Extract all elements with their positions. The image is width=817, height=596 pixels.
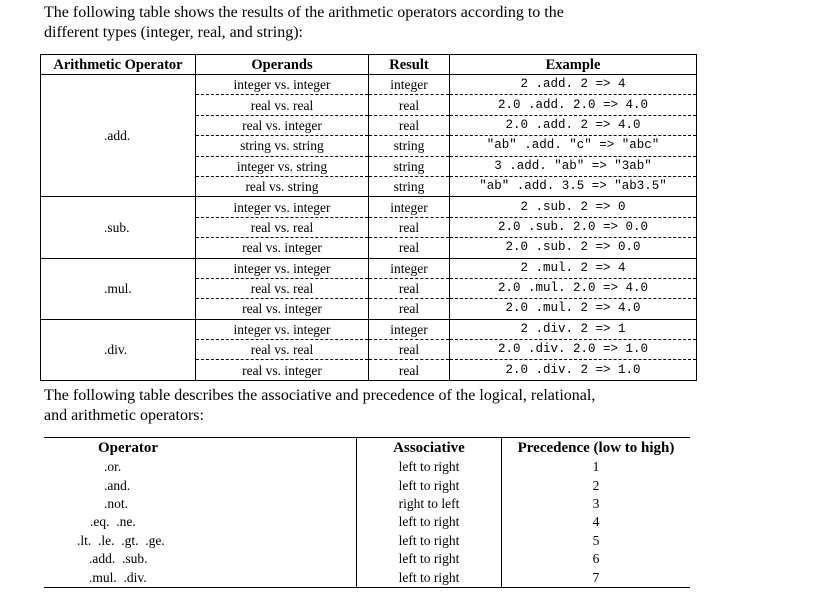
table-row <box>41 197 697 217</box>
result-cell: real <box>369 340 450 360</box>
operands-cell: integer vs. integer <box>196 75 369 95</box>
precedence-table <box>44 437 690 588</box>
table-row <box>41 258 697 278</box>
example-cell: "ab" .add. "c" => "abc" <box>450 136 697 156</box>
associative-cell: right to left <box>357 495 502 513</box>
operator-cell: .mul. .div. <box>44 568 357 587</box>
operator-cell: .lt. .le. .gt. .ge. <box>77 532 165 548</box>
intro-line-1: The following table shows the results of the arithmetic operators according to the <box>44 4 564 21</box>
result-cell: real <box>369 299 450 319</box>
table-row <box>44 513 690 531</box>
precedence-cell: 7 <box>502 568 691 587</box>
example-cell: 2.0 .mul. 2.0 => 4.0 <box>450 278 697 298</box>
example-cell: 2 .div. 2 => 1 <box>450 319 697 339</box>
table-row <box>44 458 690 476</box>
operands-cell: integer vs. integer <box>196 319 369 339</box>
table-row <box>41 75 697 95</box>
operands-cell: real vs. integer <box>196 238 369 258</box>
result-cell: real <box>369 95 450 115</box>
result-cell: real <box>369 217 450 237</box>
operator-cell: .or. <box>104 459 122 475</box>
table-row <box>44 550 690 568</box>
table-header-row <box>41 55 697 75</box>
result-cell: string <box>369 176 450 196</box>
header-result: Result <box>369 55 450 75</box>
result-cell: integer <box>369 258 450 278</box>
table-row <box>44 476 690 494</box>
operator-cell: .mul. <box>41 258 196 319</box>
operands-cell: integer vs. integer <box>196 258 369 278</box>
table-header-row <box>44 438 690 459</box>
example-cell: 2.0 .div. 2 => 1.0 <box>450 360 697 380</box>
example-cell: 2.0 .add. 2 => 4.0 <box>450 115 697 135</box>
example-cell: 2 .sub. 2 => 0 <box>450 197 697 217</box>
operands-cell: real vs. integer <box>196 360 369 380</box>
header-arithmetic-operator: Arithmetic Operator <box>41 55 196 75</box>
precedence-cell: 3 <box>502 495 691 513</box>
precedence-cell: 5 <box>502 532 691 550</box>
operands-cell: real vs. real <box>196 217 369 237</box>
operands-cell: real vs. real <box>196 95 369 115</box>
table-row <box>41 319 697 339</box>
precedence-cell: 6 <box>502 550 691 568</box>
example-cell: "ab" .add. 3.5 => "ab3.5" <box>450 176 697 196</box>
example-cell: 2.0 .div. 2.0 => 1.0 <box>450 340 697 360</box>
operands-cell: string vs. string <box>196 136 369 156</box>
example-cell: 2.0 .sub. 2.0 => 0.0 <box>450 217 697 237</box>
intro-line-2: different types (integer, real, and string): <box>44 24 303 41</box>
operator-cell: .sub. <box>41 197 196 258</box>
operands-cell: real vs. string <box>196 176 369 196</box>
associative-cell: left to right <box>357 550 502 568</box>
result-cell: real <box>369 360 450 380</box>
intro-paragraph-1 <box>44 3 564 43</box>
table-row <box>44 532 690 550</box>
operator-cell: .div. <box>41 319 196 380</box>
associative-cell: left to right <box>357 476 502 494</box>
result-cell: string <box>369 156 450 176</box>
associative-cell: left to right <box>357 568 502 587</box>
precedence-cell: 1 <box>502 458 691 476</box>
operands-cell: real vs. real <box>196 340 369 360</box>
operator-cell: .not. <box>104 495 129 511</box>
table-row <box>44 568 690 587</box>
precedence-cell: 4 <box>502 513 691 531</box>
intro2-line-1: The following table describes the associative and precedence of the logical, relational, <box>44 387 596 404</box>
associative-cell: left to right <box>357 458 502 476</box>
precedence-cell: 2 <box>502 476 691 494</box>
example-cell: 2.0 .sub. 2 => 0.0 <box>450 238 697 258</box>
operator-cell: .and. <box>104 477 131 493</box>
operator-cell: .eq. .ne. <box>90 514 136 530</box>
arithmetic-table-body <box>41 75 697 381</box>
header-example: Example <box>450 55 697 75</box>
example-cell: 3 .add. "ab" => "3ab" <box>450 156 697 176</box>
operator-cell: .add. <box>41 75 196 197</box>
associative-cell: left to right <box>357 532 502 550</box>
operator-cell: .add. .sub. <box>89 551 148 567</box>
table-row <box>44 495 690 513</box>
operands-cell: real vs. real <box>196 278 369 298</box>
example-cell: 2.0 .mul. 2 => 4.0 <box>450 299 697 319</box>
operands-cell: real vs. integer <box>196 299 369 319</box>
result-cell: integer <box>369 75 450 95</box>
precedence-table-body <box>44 458 690 587</box>
operands-cell: real vs. integer <box>196 115 369 135</box>
header-associative: Associative <box>357 438 502 459</box>
example-cell: 2 .mul. 2 => 4 <box>450 258 697 278</box>
intro2-line-2: and arithmetic operators: <box>44 407 204 424</box>
intro-paragraph-2 <box>44 386 595 426</box>
result-cell: string <box>369 136 450 156</box>
result-cell: real <box>369 115 450 135</box>
header-operands: Operands <box>196 55 369 75</box>
header-operator: Operator <box>44 438 357 459</box>
operands-cell: integer vs. integer <box>196 197 369 217</box>
header-precedence: Precedence (low to high) <box>502 438 691 459</box>
result-cell: integer <box>369 319 450 339</box>
operands-cell: integer vs. string <box>196 156 369 176</box>
associative-cell: left to right <box>357 513 502 531</box>
result-cell: real <box>369 238 450 258</box>
result-cell: real <box>369 278 450 298</box>
result-cell: integer <box>369 197 450 217</box>
example-cell: 2.0 .add. 2.0 => 4.0 <box>450 95 697 115</box>
arithmetic-operators-table <box>40 54 697 381</box>
example-cell: 2 .add. 2 => 4 <box>450 75 697 95</box>
